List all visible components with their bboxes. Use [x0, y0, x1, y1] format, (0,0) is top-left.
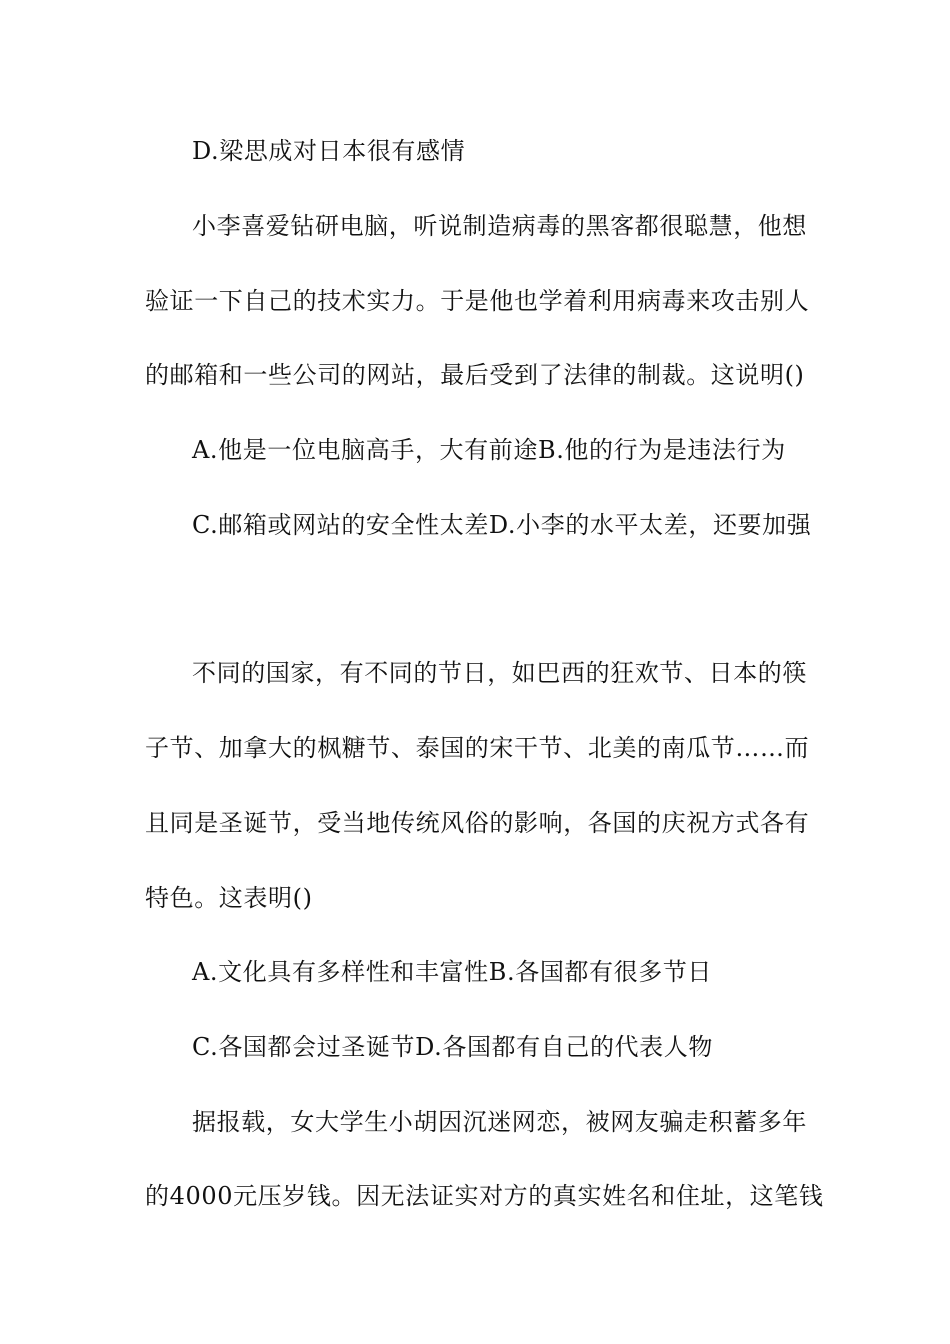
- text-line: A.他是一位电脑高手，大有前途B.他的行为是违法行为: [192, 436, 786, 464]
- text-line: 不同的国家，有不同的节日，如巴西的狂欢节、日本的筷: [192, 659, 807, 687]
- text-line: 的邮箱和一些公司的网站，最后受到了法律的制裁。这说明(): [145, 361, 805, 389]
- text-line: 验证一下自己的技术实力。于是他也学着利用病毒来攻击别人: [145, 287, 810, 315]
- text-line: A.文化具有多样性和丰富性B.各国都有很多节日: [192, 958, 713, 986]
- text-line: 子节、加拿大的枫糖节、泰国的宋干节、北美的南瓜节……而: [145, 734, 810, 762]
- text-line: D.梁思成对日本很有感情: [192, 137, 466, 165]
- text-line: 据报载，女大学生小胡因沉迷网恋，被网友骗走积蓄多年: [192, 1108, 807, 1136]
- text-line: 的4000元压岁钱。因无法证实对方的真实姓名和住址，这笔钱: [145, 1182, 824, 1210]
- text-line: 小李喜爱钻研电脑，听说制造病毒的黑客都很聪慧，他想: [192, 212, 807, 240]
- text-line: C.各国都会过圣诞节D.各国都有自己的代表人物: [192, 1033, 713, 1061]
- text-line: 特色。这表明(): [145, 884, 313, 912]
- text-line: 且同是圣诞节，受当地传统风俗的影响，各国的庆祝方式各有: [145, 809, 810, 837]
- text-line: C.邮箱或网站的安全性太差D.小李的水平太差，还要加强: [192, 511, 812, 539]
